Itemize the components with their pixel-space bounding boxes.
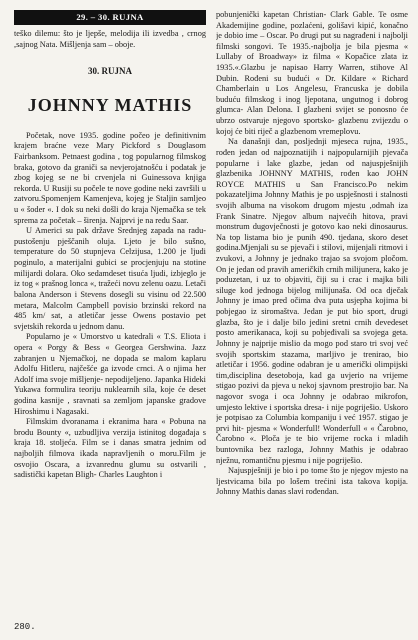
body-paragraph: Početak, nove 1935. godine počeo je definitivnim krajem braćne veze Mary Pickford s Douglasom Fairbanksom. Petnaest godina , tog popularnog filmskog braka, gotovo da graniči sa nevjerojatnošću i podatak je zbog kojeg se ne bi crvenjela ni Guinessova knjiga rekorda. U Rusiji su počele te nove godine neki završili u zatvoru.Spomenjem Kamenjeva, kojeg je Staljin samljeo u « šoder «. I dok su neki došli do kraja Njemačka se tek sprema za početak – širenja. Najprvi je na redu Saar.	[14, 130, 206, 225]
body-paragraph: Najuspješniji je bio i po tome što je njegov mjesto na ljestvicama bila po lošem trećini ista takova kopija. Johnny Mathis danas slavi rođendan.	[216, 466, 408, 497]
page-number: 280.	[14, 622, 36, 632]
section-date: 30. RUJNA	[88, 66, 132, 77]
body-paragraph: Popularno je « Umorstvo u katedrali « T.S. Eliota i opera « Porgy & Bess « Georgea Gershwina. Jazz zabranjen u Njemačkoj, ne dopada se malom kaplaru Adolfu Hitleru, najčešće ga izvode crnci. A o njima her Adolf ima svoje mišljenje- nepodijeljeno. Japanka Hideki Yukawa formulira teoriju nuklearnih sila, koje će deset godina kasnije , sravnati sa zemljom japanske gradove Hiroshimu i Nagasaki.	[14, 332, 206, 416]
body-paragraph: Filmskim dvoranama i ekranima hara « Pobuna na brodu Bounty «, uzbudljiva verzija istinitog događaja s kraja 18. stoljeća. Film se i danas smatra jednim od najboljih filmova ikada napravljenih o moru.Film je osvojio Oscara, a izvanrednu glumu su ostvarili , sadistički kapetan Bligh- Charles Laughton i	[14, 417, 206, 480]
date-header: 29. – 30. RUJNA	[14, 10, 206, 25]
intro-paragraph: teško dilemu: što je ljepše, melodija ili izvedba , crnog ,sajnog Nata. Mišljenja sam – oboje.	[14, 29, 206, 49]
body-paragraph: Na današnji dan, posljednji mjeseca rujna, 1935., rođen jedan od najpoznatijih i najpopularnijih pjevača popularne i lake glazbe, jedan od najuspješnijih glazbenika JOHNNY MATHIS, rođen kao JOHN ROYCE MATHIS u San Francisco.Po nekim pokazateljima Johnny Mathis je po uspješnosti i stalnosti svojih albuma na visokom drugom mjestu ,odmah iza Frank Sinatre. Njegov album najvećih hitova, pravi monstrum dugovječnosti je gotovo kao neki dinosaurus. Na top listama bio je punih 490. tjedana, skoro deset godina.Mjenjali su se pjevači i stilovi, mijenjali ritmovi i zvukovi, a Johnny je jednako trajao sa svojom pločom. On je jedan od pravih američkih crnih milijunera, kako je poduzetan, i uz to objaviti, čiji su i crac i majka bili siluge kod jednoga bijelog milijunaša. Od oca dječak Johnny je imao pred očima dva puta usjepha kojima bi pobjegao iz siromaštva. Jedan je put bio sport, drugi glazba, što je i dalje bilo jedini sretni crnih devedeset posto amerikanaca, koji su pobjeđivali sa svojega geta. Johnny je najprije mislio da mogo pod staro tri svoj već svojih sportskim stazama, marljivo je trenirao, bio atletičar i 1956. godine odabran je u američki olimpijski tim,disciplina desetoboja, kad ga uvjerio na vrijeme stigao pozivi da pjeva u nekoj sjavnom prestrojio bar. Na nagovor svoga i oca Johnny je odabrao mikrofon, umjesto lektive i sportska dresa- i nije pogriješio. Uskoro je potpisao za Columbia kompaniju i već 1957. stigao je prvi hit- pjesma « Wonderfull! Wonderfull « « Čarobno, Čarobno «. Ploča je te bio vrijeme rocka i mladih buntovnika bez razloga, Johnny Mathis je odabrao nježnu, romantičnu pjesmu i nije pogriješio.	[216, 137, 408, 465]
left-column	[14, 10, 206, 620]
body-paragraph: U Americi su pak države Srednjeg zapada na radu- pustošenju pješčanih oluja. Ljeto je bilo sušno, temperature do 50 stupnjeva Celzijusa, 1.200 je ljudi poginulo, a materijalni gubici se procjenjuju na stotine milijardi dolara. Oko sedamdeset tisuća ljudi, izbjeglo je iz tog « prašnog lonca «, tražeći novu zelenu oazu. Letači balona Anderson i Stevens dosegli su visinu od 22.500 metara, Malcolm Campbell povisio brzinski rekord na 485 km/ sat, a atletičar jesse Owens postavio pet svjetskih rekorda u jednom danu.	[14, 226, 206, 331]
body-paragraph: pobunjenički kapetan Christian- Clark Gable. Te osme Akademijine godine, pozlaćeni, golišavi kipić, konačno je dobio ime – Oscar. Po drugi put su nagrađeni i najbolji filmski songovi. Te 1935.-najbolja je bila pjesma « Lullaby of Broadway» iz filma « Kopačice zlata iz 1935.«.Glazbu je napisao Harry Warren, stihove Al Dubin. Rođeni su budući « Dr. Kildare « Richard Chamberlain u Los Angelesu, Francuska je dobila buduću filmskog i inog ljepotana, ungutnog i dobrog glumca- Alan Delona. I glazbeni svijet se ponosno će ubrzo ostvaruje njegovo sportsko- glazbenu zvijezdu o kojoj će biti riječ a glazbenom vremeplovu.	[216, 10, 408, 136]
article-title: JOHNNY MATHIS	[27, 94, 193, 115]
right-column	[216, 10, 408, 620]
